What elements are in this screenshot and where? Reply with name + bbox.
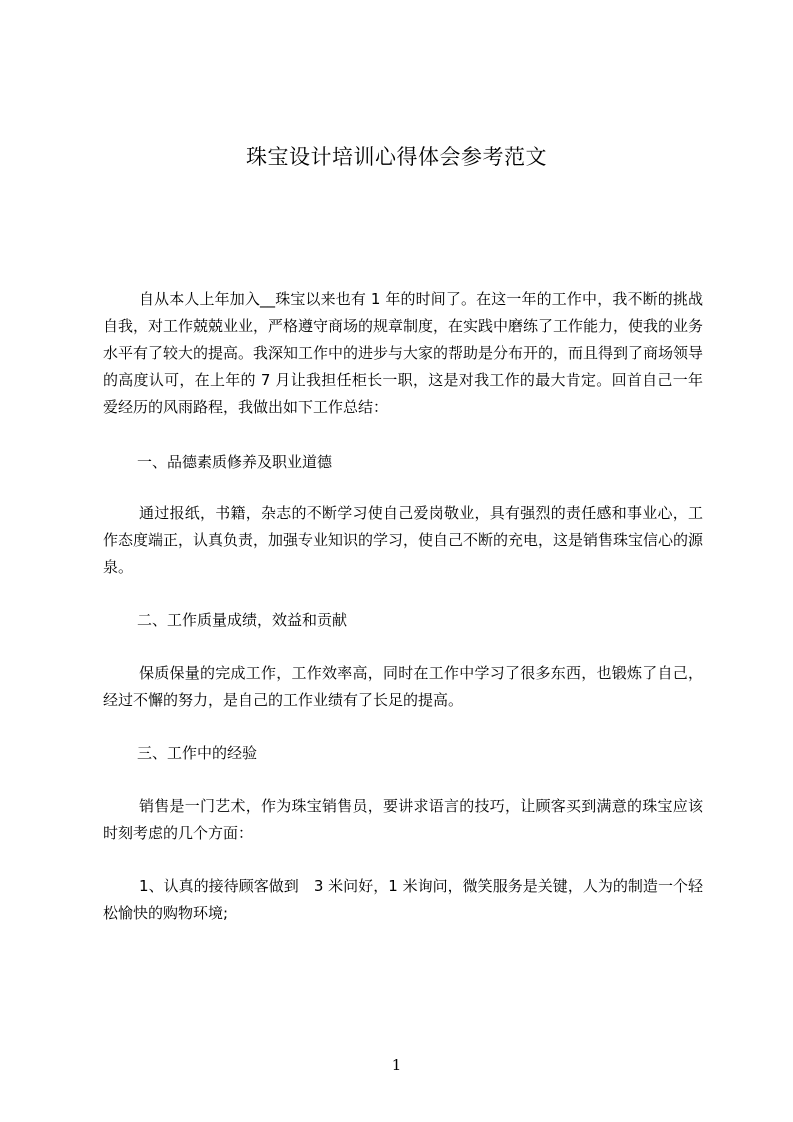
section-body-1: 通过报纸，书籍，杂志的不断学习使自己爱岗敬业，具有强烈的责任感和事业心，工作态度端正，认真负责，加强专业知识的学习，使自己不断的充电，这是销售珠宝信心的源泉。	[103, 504, 704, 576]
section-heading-3: 三、工作中的经验	[137, 744, 258, 762]
intro-paragraph: 自从本人上年加入__珠宝以来也有 1 年的时间了。在这一年的工作中，我不断的挑战自我，对工作兢兢业业，严格遵守商场的规章制度，在实践中磨练了工作能力，使我的业务水平有了较大的提高。我深知工作中的进步与大家的帮助是分布开的，而且得到了商场领导的高度认可，在上年的 7 月让我担任柜长一职，这是对我工作的最大肯定。回首自己一年爱经历的风雨路程，我做出如下工作总结：	[103, 290, 704, 416]
section-heading-2: 二、工作质量成绩，效益和贡献	[137, 611, 348, 629]
document-title: 珠宝设计培训心得体会参考范文	[246, 145, 547, 169]
section-body-3: 销售是一门艺术，作为珠宝销售员，要讲求语言的技巧，让顾客买到满意的珠宝应该时刻考虑的几个方面：	[103, 797, 703, 842]
section-heading-1: 一、品德素质修养及职业道德	[137, 453, 333, 471]
list-item-1: 1、认真的接待顾客做到 3 米问好，1 米询问，微笑服务是关键，人为的制造一个轻松愉快的购物环境;	[103, 877, 703, 922]
page-number: 1	[391, 1056, 402, 1074]
section-body-2: 保质保量的完成工作，工作效率高，同时在工作中学习了很多东西，也锻炼了自己，经过不懈的努力，是自己的工作业绩有了长足的提高。	[103, 664, 703, 709]
